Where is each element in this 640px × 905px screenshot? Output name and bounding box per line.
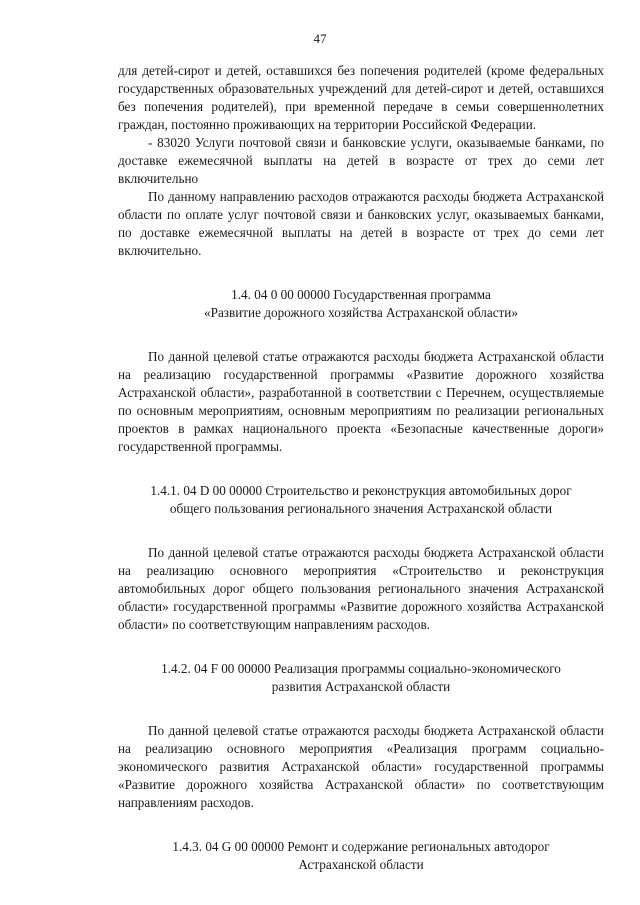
heading-line: 1.4.2. 04 F 00 00000 Реализация программы социально-экономического bbox=[161, 661, 561, 676]
section-heading-1-4 bbox=[118, 286, 604, 322]
heading-line: 1.4. 04 0 00 00000 Государственная программа bbox=[231, 287, 491, 302]
heading-line: 1.4.3. 04 G 00 00000 Ремонт и содержание региональных автодорог bbox=[172, 839, 550, 854]
section-heading-1-4-2 bbox=[118, 660, 604, 696]
heading-line: общего пользования регионального значения Астраханской области bbox=[169, 501, 553, 516]
paragraph-socioeconomic-program: По данной целевой статье отражаются расходы бюджета Астраханской области на реализацию основного мероприятия «Реализация программ социально-экономического развития Астраханской области» государственной программы «Развитие дорожного хозяйства Астраханской области» по соответствующим направлениям расходов. bbox=[118, 723, 604, 810]
heading-line: «Развитие дорожного хозяйства Астраханской области» bbox=[204, 305, 518, 320]
paragraph-orphan-care: для детей-сирот и детей, оставшихся без попечения родителей (кроме федеральных государственных образовательных учреждений для детей-сирот и детей, оставшихся без попечения родителей), при временной передаче в семьи совершеннолетних граждан, постоянно проживающих на территории Российской Федерации. bbox=[118, 63, 604, 132]
paragraph-road-construction: По данной целевой статье отражаются расходы бюджета Астраханской области на реализацию основного мероприятия «Строительство и реконструкция автомобильных дорог общего пользования регионального значения Астраханской области» государственной программы «Развитие дорожного хозяйства Астраханской области» по соответствующим направлениям расходов. bbox=[118, 545, 604, 632]
paragraph-postal-services-expense: По данному направлению расходов отражаются расходы бюджета Астраханской области по оплате услуг почтовой связи и банковских услуг, оказываемых банками, по доставке ежемесячной выплаты на детей в возрасте от трех до семи лет включительно. bbox=[118, 189, 604, 258]
page-number: 47 bbox=[313, 31, 327, 46]
paragraph-postal-services-item: - 83020 Услуги почтовой связи и банковские услуги, оказываемые банками, по доставке ежемесячной выплаты на детей в возрасте от трех до семи лет включительно bbox=[118, 135, 604, 186]
paragraph-road-program: По данной целевой статье отражаются расходы бюджета Астраханской области на реализацию государственной программы «Развитие дорожного хозяйства Астраханской области», разработанной в соответствии с Перечнем, осуществляемые по основным мероприятиям, основным мероприятиям по реализации региональных проектов в рамках национального проекта «Безопасные качественные дороги» государственной программы. bbox=[118, 349, 604, 454]
heading-line: 1.4.1. 04 D 00 00000 Строительство и реконструкция автомобильных дорог bbox=[150, 483, 572, 498]
document-body bbox=[118, 62, 604, 874]
section-heading-1-4-1 bbox=[118, 482, 604, 518]
section-heading-1-4-3 bbox=[118, 838, 604, 874]
heading-line: Астраханской области bbox=[298, 857, 424, 872]
heading-line: развития Астраханской области bbox=[271, 679, 451, 694]
